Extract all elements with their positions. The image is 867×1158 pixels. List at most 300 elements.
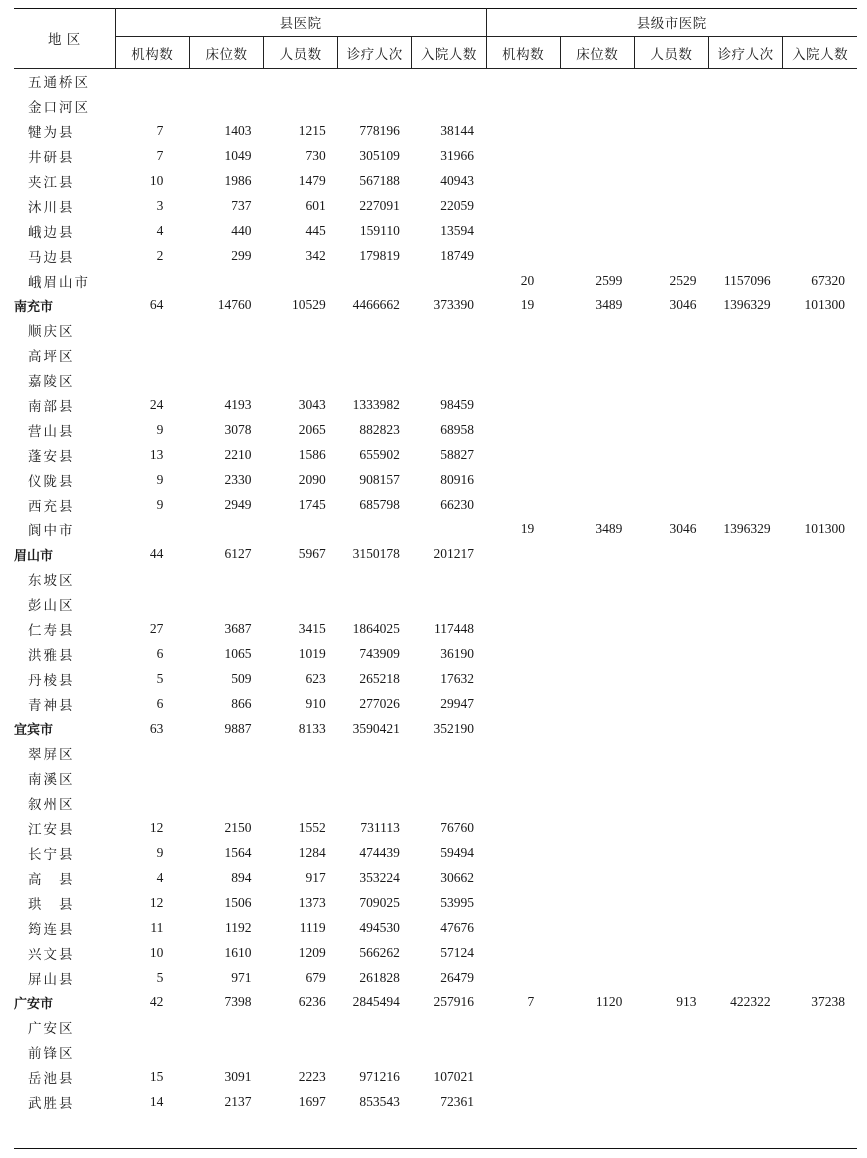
table-cell	[634, 791, 708, 816]
table-cell	[560, 343, 634, 368]
table-cell	[486, 965, 560, 990]
table-cell: 64	[149, 297, 164, 313]
table-cell	[412, 368, 486, 393]
table-row	[14, 517, 857, 542]
table-cell: 2599	[595, 272, 623, 288]
table-cell: 159110	[359, 222, 400, 238]
table-cell: 10	[149, 173, 164, 188]
table-cell	[560, 940, 634, 965]
region-name: 前锋区	[28, 1046, 75, 1063]
table-cell	[338, 592, 412, 617]
table-cell: 37238	[811, 994, 845, 1010]
table-cell	[486, 94, 560, 119]
table-cell	[486, 890, 560, 915]
table-cell: 1049	[224, 148, 252, 164]
table-row	[14, 791, 857, 816]
table-cell: 13	[149, 446, 164, 462]
table-row	[14, 417, 857, 442]
table-cell	[709, 890, 783, 915]
table-cell	[709, 841, 783, 866]
table-cell: 117448	[434, 621, 475, 637]
table-cell	[412, 766, 486, 791]
table-cell	[486, 915, 560, 940]
table-cell: 685798	[359, 496, 400, 512]
table-cell	[709, 965, 783, 990]
table-cell	[264, 94, 338, 119]
table-row	[14, 119, 857, 144]
table-cell	[709, 1065, 783, 1090]
table-cell	[783, 666, 857, 691]
table-row	[14, 890, 857, 915]
table-cell	[560, 915, 634, 940]
region-name: 金口河区	[28, 100, 90, 117]
table-cell: 9	[156, 421, 164, 437]
table-cell	[783, 1090, 857, 1115]
table-cell: 3078	[224, 421, 252, 437]
table-cell: 566262	[359, 944, 400, 960]
region-name: 峨眉山市	[28, 274, 90, 291]
table-cell	[709, 791, 783, 816]
table-cell	[634, 592, 708, 617]
table-cell: 24	[149, 397, 164, 413]
table-cell: 14760	[217, 297, 252, 313]
table-cell	[264, 318, 338, 343]
table-cell	[189, 567, 263, 592]
table-cell	[709, 368, 783, 393]
table-cell	[783, 119, 857, 144]
table-cell	[560, 393, 634, 418]
table-cell	[486, 567, 560, 592]
table-cell	[486, 368, 560, 393]
table-cell	[115, 567, 189, 592]
table-cell	[486, 617, 560, 642]
table-cell	[783, 791, 857, 816]
table-row	[14, 567, 857, 592]
table-cell	[783, 716, 857, 741]
table-bottom-rule	[14, 1148, 857, 1149]
table-row	[14, 467, 857, 492]
table-cell: 601	[305, 197, 326, 213]
table-cell	[783, 691, 857, 716]
table-cell: 509	[231, 670, 252, 686]
table-cell: 7	[156, 148, 164, 164]
table-cell	[189, 343, 263, 368]
table-cell	[115, 94, 189, 119]
table-cell	[560, 193, 634, 218]
table-cell	[412, 592, 486, 617]
table-cell: 40943	[440, 173, 475, 188]
table-cell: 1119	[299, 919, 326, 935]
table-cell	[264, 791, 338, 816]
table-cell	[338, 94, 412, 119]
table-cell	[634, 567, 708, 592]
table-cell: 917	[305, 869, 326, 885]
table-row	[14, 866, 857, 891]
table-cell	[634, 617, 708, 642]
table-cell	[634, 393, 708, 418]
table-cell	[560, 467, 634, 492]
table-cell: 4	[156, 869, 164, 885]
table-cell: 679	[305, 969, 326, 985]
region-name: 翠屏区	[28, 747, 75, 764]
table-cell	[634, 890, 708, 915]
region-name: 夹江县	[28, 175, 75, 191]
table-cell: 30662	[440, 869, 475, 885]
region-name: 洪雅县	[28, 647, 75, 664]
table-cell	[486, 393, 560, 418]
table-cell	[709, 393, 783, 418]
table-cell	[634, 816, 708, 841]
table-cell: 9	[156, 496, 164, 512]
table-cell	[783, 169, 857, 194]
table-cell: 342	[305, 247, 326, 263]
table-cell	[783, 890, 857, 915]
table-cell: 2	[156, 247, 164, 263]
table-cell	[412, 69, 486, 94]
table-cell: 12	[149, 894, 164, 910]
table-cell	[709, 542, 783, 567]
table-cell	[560, 766, 634, 791]
region-name: 营山县	[28, 423, 75, 440]
region-name: 江安县	[28, 822, 75, 839]
table-cell	[189, 791, 263, 816]
table-cell: 494530	[359, 919, 400, 935]
table-cell: 179819	[359, 247, 400, 263]
table-cell	[783, 343, 857, 368]
table-cell	[412, 567, 486, 592]
table-cell: 1506	[224, 894, 252, 910]
table-cell	[338, 368, 412, 393]
table-cell	[560, 1065, 634, 1090]
table-cell: 743909	[359, 645, 400, 661]
table-cell: 12	[149, 820, 164, 836]
table-cell: 778196	[359, 123, 400, 139]
table-cell	[709, 1015, 783, 1040]
table-cell	[264, 368, 338, 393]
table-cell	[486, 119, 560, 144]
table-cell	[634, 1015, 708, 1040]
table-cell	[264, 766, 338, 791]
table-cell: 9887	[224, 720, 252, 736]
table-row	[14, 144, 857, 169]
table-cell	[560, 243, 634, 268]
table-cell: 1284	[298, 845, 326, 861]
table-cell	[486, 318, 560, 343]
table-cell	[783, 417, 857, 442]
table-cell: 422322	[730, 994, 771, 1010]
table-cell	[709, 1040, 783, 1065]
table-cell	[783, 1040, 857, 1065]
region-name: 马边县	[28, 249, 75, 266]
table-cell	[709, 940, 783, 965]
table-cell	[783, 467, 857, 492]
table-cell: 1396329	[723, 297, 771, 313]
table-cell	[783, 368, 857, 393]
table-cell: 4	[156, 222, 164, 238]
table-cell	[486, 691, 560, 716]
table-cell	[412, 268, 486, 293]
table-cell	[634, 691, 708, 716]
table-cell: 1586	[298, 446, 326, 462]
table-row	[14, 1015, 857, 1040]
column-header: 诊疗人次	[338, 37, 412, 69]
table-cell	[560, 492, 634, 517]
table-cell	[189, 517, 263, 542]
table-cell: 2137	[224, 1093, 252, 1109]
table-cell	[783, 816, 857, 841]
table-cell: 26479	[440, 969, 475, 985]
region-name: 峨边县	[28, 224, 75, 241]
table-cell	[560, 69, 634, 94]
table-cell	[560, 741, 634, 766]
table-cell	[783, 866, 857, 891]
table-cell	[634, 144, 708, 169]
table-cell: 29947	[440, 695, 475, 711]
table-cell	[634, 417, 708, 442]
table-cell: 971216	[359, 1069, 400, 1085]
table-row	[14, 1065, 857, 1090]
table-cell	[560, 890, 634, 915]
table-cell	[709, 119, 783, 144]
table-cell: 31966	[440, 148, 475, 164]
table-cell: 47676	[440, 919, 475, 935]
region-name: 兴文县	[28, 946, 75, 963]
table-cell: 101300	[804, 297, 845, 313]
table-cell	[560, 1040, 634, 1065]
table-cell	[634, 841, 708, 866]
table-cell	[486, 741, 560, 766]
table-cell: 36190	[440, 645, 475, 661]
table-cell	[115, 1015, 189, 1040]
region-name: 宜宾市	[14, 723, 54, 739]
table-cell	[486, 442, 560, 467]
table-cell: 3046	[669, 521, 697, 537]
table-header	[14, 8, 857, 69]
table-cell	[338, 766, 412, 791]
table-cell	[486, 343, 560, 368]
table-cell	[189, 741, 263, 766]
table-cell: 655902	[359, 446, 400, 462]
table-cell: 57124	[440, 944, 475, 960]
table-cell	[783, 1065, 857, 1090]
table-cell: 17632	[440, 670, 475, 686]
region-name: 眉山市	[14, 548, 54, 564]
region-name: 阆中市	[28, 523, 75, 540]
table-cell: 971	[231, 969, 252, 985]
table-cell	[783, 641, 857, 666]
table-cell	[634, 169, 708, 194]
table-cell: 58827	[440, 446, 475, 462]
table-cell	[709, 617, 783, 642]
table-cell	[560, 691, 634, 716]
table-cell: 42	[149, 994, 164, 1010]
table-cell	[560, 1090, 634, 1115]
region-header: 地 区	[14, 8, 115, 69]
table-cell: 853543	[359, 1093, 400, 1109]
table-cell: 53995	[440, 894, 475, 910]
table-cell	[412, 791, 486, 816]
table-row	[14, 915, 857, 940]
table-cell: 80916	[440, 471, 475, 487]
table-cell: 2065	[298, 421, 326, 437]
column-header: 机构数	[486, 37, 560, 69]
table-cell	[634, 666, 708, 691]
table-cell: 1192	[225, 919, 252, 935]
table-cell	[412, 1015, 486, 1040]
table-cell: 76760	[440, 820, 475, 836]
table-cell: 257916	[433, 994, 475, 1010]
table-row	[14, 69, 857, 94]
region-name: 屏山县	[28, 971, 75, 988]
table-cell	[709, 766, 783, 791]
table-cell: 27	[149, 621, 164, 637]
table-cell: 6127	[224, 546, 252, 562]
table-cell	[709, 716, 783, 741]
table-cell: 67320	[811, 272, 845, 288]
table-cell	[264, 69, 338, 94]
table-cell	[709, 741, 783, 766]
table-cell: 730	[305, 148, 326, 164]
table-cell	[560, 567, 634, 592]
table-cell	[560, 816, 634, 841]
table-cell	[783, 965, 857, 990]
region-name: 岳池县	[28, 1071, 75, 1088]
table-body	[14, 69, 857, 1115]
table-row	[14, 393, 857, 418]
table-cell	[338, 69, 412, 94]
table-cell	[115, 592, 189, 617]
table-cell	[486, 542, 560, 567]
column-header: 机构数	[115, 37, 189, 69]
table-cell	[709, 467, 783, 492]
table-cell: 14	[149, 1093, 164, 1109]
table-cell	[486, 1015, 560, 1040]
table-cell	[189, 592, 263, 617]
table-row	[14, 442, 857, 467]
table-cell: 3489	[595, 521, 623, 537]
table-cell	[634, 94, 708, 119]
region-name: 丹棱县	[28, 672, 75, 689]
table-cell	[486, 641, 560, 666]
table-cell: 1209	[298, 944, 326, 960]
table-cell: 72361	[440, 1093, 475, 1109]
table-cell	[264, 268, 338, 293]
table-cell	[783, 592, 857, 617]
table-cell	[709, 193, 783, 218]
table-cell	[486, 716, 560, 741]
city-row	[14, 542, 857, 567]
table-row	[14, 318, 857, 343]
column-header: 人员数	[264, 37, 338, 69]
table-cell: 8133	[298, 720, 326, 736]
table-cell	[709, 318, 783, 343]
table-cell: 1479	[298, 173, 326, 188]
table-cell	[486, 218, 560, 243]
table-cell: 4466662	[352, 297, 400, 313]
column-header: 诊疗人次	[709, 37, 783, 69]
table-cell	[189, 1040, 263, 1065]
table-cell	[264, 741, 338, 766]
table-cell	[189, 318, 263, 343]
table-cell: 10	[149, 944, 164, 960]
table-row	[14, 816, 857, 841]
table-cell	[709, 417, 783, 442]
table-cell: 11	[150, 919, 164, 935]
table-cell	[634, 119, 708, 144]
table-cell	[189, 766, 263, 791]
table-cell	[338, 791, 412, 816]
table-cell	[560, 716, 634, 741]
table-row	[14, 1040, 857, 1065]
table-cell	[189, 268, 263, 293]
table-cell: 1552	[298, 820, 326, 836]
city-row	[14, 293, 857, 318]
table-cell	[709, 343, 783, 368]
table-cell	[560, 965, 634, 990]
table-cell	[634, 368, 708, 393]
region-name: 仁寿县	[28, 623, 75, 640]
table-cell: 9	[156, 845, 164, 861]
table-cell: 3150178	[352, 546, 400, 562]
table-cell	[338, 567, 412, 592]
table-cell	[783, 617, 857, 642]
table-cell	[634, 915, 708, 940]
table-row	[14, 218, 857, 243]
table-cell: 440	[231, 222, 252, 238]
table-cell	[412, 94, 486, 119]
table-cell	[783, 318, 857, 343]
table-cell: 2090	[298, 471, 326, 487]
table-cell	[486, 467, 560, 492]
table-cell: 261828	[359, 969, 400, 985]
table-cell: 107021	[433, 1069, 475, 1085]
table-cell	[634, 193, 708, 218]
table-cell	[486, 816, 560, 841]
table-cell	[486, 169, 560, 194]
region-name: 长宁县	[28, 847, 75, 864]
table-cell	[486, 417, 560, 442]
table-cell: 445	[305, 222, 326, 238]
table-cell	[634, 965, 708, 990]
table-row	[14, 691, 857, 716]
table-cell: 5	[156, 670, 164, 686]
table-row	[14, 243, 857, 268]
table-cell	[709, 69, 783, 94]
table-cell	[338, 1015, 412, 1040]
table-cell	[560, 592, 634, 617]
table-cell: 623	[305, 670, 326, 686]
table-cell: 352190	[433, 720, 475, 736]
table-cell: 2529	[669, 272, 697, 288]
county-city-hospital-group-header: 县级市医院	[486, 8, 857, 37]
table-cell	[783, 766, 857, 791]
table-cell	[486, 791, 560, 816]
table-cell	[264, 1015, 338, 1040]
table-cell: 277026	[359, 695, 400, 711]
table-cell	[115, 1040, 189, 1065]
table-cell	[115, 368, 189, 393]
region-name: 青神县	[28, 697, 75, 714]
city-row	[14, 716, 857, 741]
table-row	[14, 841, 857, 866]
table-cell: 9	[156, 471, 164, 487]
table-cell	[264, 343, 338, 368]
table-cell: 1864025	[352, 621, 400, 637]
table-cell	[486, 144, 560, 169]
table-row	[14, 268, 857, 293]
table-cell: 1564	[224, 845, 252, 861]
table-cell	[709, 218, 783, 243]
